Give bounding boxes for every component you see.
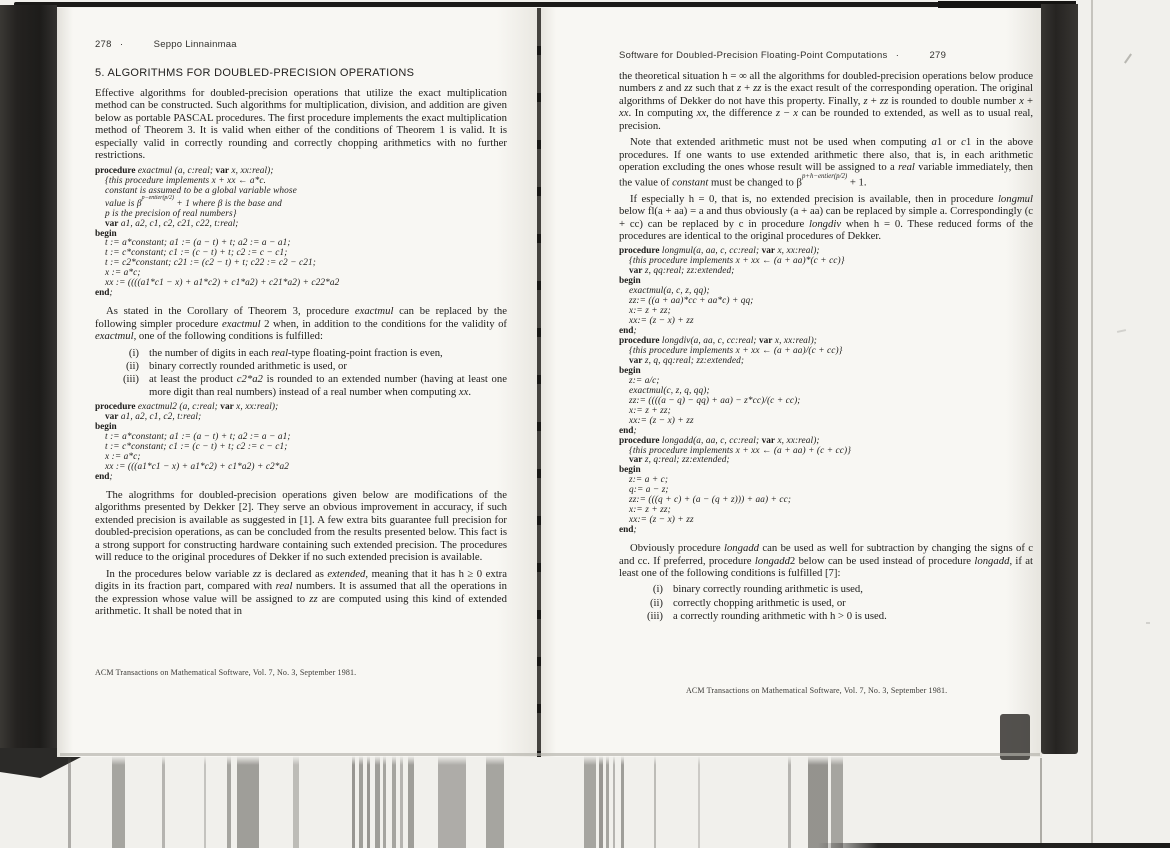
code-line: xx := (((a1*c1 − x) + a1*c2) + c1*a2) + c2*a2: [105, 462, 290, 473]
list-label: (iii): [646, 610, 663, 623]
page-edge-streak: [162, 756, 165, 848]
code-line: x:= z + zz;: [629, 405, 671, 416]
header-separator: ·: [119, 39, 124, 50]
page-edge-streak: [438, 756, 466, 848]
page-edge-streak: [808, 756, 828, 848]
code-block: [95, 403, 507, 483]
margin-scratch-mark: [1117, 329, 1126, 333]
code-line: end;: [95, 288, 113, 299]
code-line: end;: [619, 425, 637, 436]
list-text: binary correctly rounded arithmetic is used, or: [149, 360, 347, 373]
page-edge-streak: [68, 756, 71, 848]
right-page-number: 279: [929, 50, 947, 61]
code-line: end;: [619, 326, 637, 337]
paragraph: Note that extended arithmetic must not be used when computing a1 or c1 in the above procedures. If one wants to use extended arithmetic there also, that is, in each arithmetic operation excluding the ones whose result will be assigned to a real variable immediately, then the value of constant must be changed to $\beta^{p+h-entier(p/2)} + 1$.: [619, 136, 1034, 189]
code-block: [95, 167, 507, 299]
page-left: [57, 8, 539, 757]
code-line: t := a*constant; a1 := (a − t) + t; a2 := a − a1;: [105, 238, 291, 249]
code-line: var z, q, qq:real; zz:extended;: [629, 355, 745, 366]
code-line: procedure longdiv(a, aa, c, cc:real; var x, xx:real);: [619, 336, 818, 347]
condition-list: [619, 583, 1033, 622]
right-page-footer: ACM Transactions on Mathematical Software, Vol. 7, No. 3, September 1981.: [686, 686, 948, 695]
code-line: t := c*constant; c1 := (c − t) + t; c2 := c − c1;: [105, 442, 288, 453]
page-edge-streak: [654, 756, 656, 848]
page-edge-streak: [606, 756, 609, 848]
scanner-margin-line: [1091, 0, 1093, 848]
page-edge-streak: [584, 756, 596, 848]
list-text: binary correctly rounding arithmetic is used,: [673, 583, 863, 596]
right-page-content: [619, 70, 1033, 628]
code-line: t := c2*constant; c21 := (c2 − t) + t; c22 := c2 − c21;: [105, 258, 316, 269]
scan-top-edge-line: [14, 2, 1076, 7]
code-line: var a1, a2, c1, c2, c21, c22, t:real;: [105, 218, 239, 229]
code-line: exactmul(c, z, q, qq);: [629, 385, 710, 396]
list-item: [95, 360, 507, 372]
code-line: x:= z + zz;: [629, 306, 671, 317]
right-page-edge-strip: [1041, 4, 1078, 754]
paragraph: the theoretical situation h = ∞ all the algorithms for doubled-precision operations below produce numbers z and zz such that z + zz is the exact result of the corresponding operation. The original algorithms of Dekker do not have this property. Finally, z + zz is rounded to double number x + xx. In computing xx, the difference z − x can be rounded to extended, as well as to usual real, precision.: [619, 70, 1033, 132]
page-edge-streak: [400, 756, 403, 848]
code-line: zz:= (((q + c) + (a − (q + z))) + aa) + cc;: [629, 495, 792, 506]
code-line: begin: [95, 228, 117, 239]
list-label: (ii): [649, 596, 663, 609]
code-line: xx:= (z − x) + zz: [629, 316, 694, 327]
list-label: (i): [128, 346, 139, 359]
page-edge-streak: [293, 756, 299, 848]
list-item: [619, 610, 1033, 622]
code-line: {this procedure implements x + xx ← a*c.: [105, 175, 266, 186]
page-edge-streak: [112, 756, 125, 848]
paragraph: The alogrithms for doubled-precision operations given below are modifications of the algorithms presented by Dekker [2]. They serve an obvious improvement in accuracy, if such extended precision is available as suggested in [1]. A few extra bits guarantee full precision for doubled-precision operations, as can be concluded from the results presented below. This fact is a strong support for constructing hardware containing such extended precision. The procedures will reduce to the original procedures of Dekker if no such extended precision is available.: [95, 489, 507, 564]
code-line: p is the precision of real numbers}: [105, 208, 237, 219]
section-heading: 5. ALGORITHMS FOR DOUBLED-PRECISION OPERATIONS: [95, 67, 415, 79]
bottom-page-edge-streaks: [0, 756, 1170, 848]
right-running-head: Software for Doubled-Precision Floating-Point Computations: [619, 50, 888, 61]
page-edge-streak: [408, 756, 414, 848]
code-line: procedure exactmul2 (a, c:real; var x, xx:real);: [95, 402, 279, 413]
list-item: [95, 347, 507, 359]
code-line: {this procedure implements x + xx ← (a + aa)*(c + cc)}: [629, 256, 845, 267]
code-line: procedure exactmul (a, c:real; var x, xx:real);: [95, 165, 274, 176]
list-label: (ii): [125, 360, 139, 373]
code-line: begin: [95, 422, 117, 433]
code-line: begin: [619, 465, 641, 476]
code-block: [619, 247, 1033, 536]
list-text: correctly chopping arithmetic is used, or: [673, 596, 846, 609]
code-line: constant is assumed to be a global variable whose: [105, 185, 297, 196]
code-line: value is $\beta^{p-entier(p/2)} + 1$ where β is the base and: [105, 194, 282, 209]
paragraph: If especially h = 0, that is, no extended precision is available, then in procedure longmul below fl(a + aa) = a and thus obviously (a + aa) can be replaced by simple a. Correspondingly (c + cc) can be replaced by c in procedure longdiv when h = 0. These reduced forms of the procedures are identical to the original procedures of Dekker.: [619, 192, 1034, 242]
list-item: [95, 373, 507, 398]
page-edge-streak: [367, 756, 370, 848]
paragraph: As stated in the Corollary of Theorem 3, procedure exactmul can be replaced by the following simpler procedure exactmul 2 when, in addition to the conditions for the validity of exactmul, one of the following conditions is fulfilled:: [95, 305, 507, 343]
left-page-header: [95, 39, 237, 50]
page-edge-streak: [204, 756, 206, 848]
code-line: begin: [619, 276, 641, 287]
code-line: zz:= ((a + aa)*cc + aa*c) + qq;: [629, 296, 754, 307]
page-edge-streak: [788, 756, 791, 848]
code-line: var a1, a2, c1, c2, t:real;: [105, 412, 202, 423]
paragraph: Obviously procedure longadd can be used as well for subtraction by changing the signs of c and cc. If preferred, procedure longadd2 below can be used instead of procedure longadd, if at least one of the following conditions is fulfilled [7]:: [619, 542, 1033, 579]
code-line: xx:= (z − x) + zz: [629, 415, 694, 426]
right-page-edge-vline: [1040, 758, 1042, 848]
list-text: a correctly rounding arithmetic with h > 0 is used.: [673, 610, 887, 623]
code-line: procedure longadd(a, aa, c, cc:real; var x, xx:real);: [619, 435, 820, 446]
code-line: t := a*constant; a1 := (a − t) + t; a2 := a − a1;: [105, 432, 291, 443]
page-edge-streak: [392, 756, 396, 848]
list-label: (i): [652, 583, 663, 596]
left-running-head: Seppo Linnainmaa: [153, 39, 237, 50]
left-page-footer: ACM Transactions on Mathematical Software, Vol. 7, No. 3, September 1981.: [95, 668, 357, 677]
page-edge-streak: [621, 756, 624, 848]
page-edge-streak: [352, 756, 355, 848]
left-page-number: 278: [95, 39, 112, 50]
page-edge-streak: [383, 756, 386, 848]
left-page-content: [95, 67, 507, 622]
paragraph: Effective algorithms for doubled-precision operations that utilize the exact multiplication method can be constructed. Such algorithms for multiplication, division, and addition are given below as portable PASCAL procedures. The first procedure implements the exact multiplication method of Theorem 3. It is valid when either of the conditions of Theorem 1 is valid. It is especially valid in correctly rounding and correctly chopping arithmetics with no further restrictions.: [95, 87, 507, 162]
page-edge-streak: [227, 756, 231, 848]
code-line: end;: [95, 472, 113, 483]
page-right: [541, 8, 1042, 757]
code-line: x := a*c;: [105, 268, 141, 279]
code-line: zz:= ((((a − q) − qq) + aa) − z*cc)/(c + cc);: [629, 395, 801, 406]
code-line: var z, qq:real; zz:extended;: [629, 266, 735, 277]
left-binding-strip: [0, 5, 57, 751]
page-edge-streak: [613, 756, 615, 848]
page-edge-streak: [375, 756, 380, 848]
page-edge-streak: [698, 756, 700, 848]
condition-list: [95, 347, 507, 399]
code-line: begin: [619, 365, 641, 376]
list-text: the number of digits in each real-type floating-point fraction is even,: [149, 346, 443, 359]
code-line: procedure longmul(a, aa, c, cc:real; var x, xx:real);: [619, 246, 820, 257]
header-separator: ·: [895, 50, 900, 61]
bottom-right-edge-line: [818, 843, 1170, 848]
page-edge-streak: [237, 756, 259, 848]
list-text: at least the product c2*a2 is rounded to an extended number (having at least one more digit than real numbers) instead of a real number when computing xx.: [149, 373, 507, 398]
margin-scratch-mark: [1124, 53, 1132, 63]
page-edge-streak: [486, 756, 504, 848]
page-edge-streak: [599, 756, 603, 848]
code-line: z:= a + c;: [629, 475, 669, 486]
code-line: x:= z + zz;: [629, 505, 671, 516]
code-line: exactmul(a, c, z, qq);: [629, 286, 710, 297]
code-line: t := c*constant; c1 := (c − t) + t; c2 := c − c1;: [105, 248, 288, 259]
code-line: {this procedure implements x + xx ← (a + aa)/(c + cc)}: [629, 345, 843, 356]
right-page-header: [619, 50, 946, 61]
code-line: end;: [619, 525, 637, 536]
code-line: q:= a − z;: [629, 485, 669, 496]
code-line: {this procedure implements x + xx ← (a + aa) + (c + cc)}: [629, 445, 852, 456]
margin-scratch-mark: [1146, 622, 1150, 624]
code-line: var z, q:real; zz:extended;: [629, 455, 730, 466]
code-line: xx := ((((a1*c1 − x) + a1*c2) + c1*a2) + c21*a2) + c22*a2: [105, 278, 340, 289]
page-edge-streak: [359, 756, 363, 848]
paragraph: In the procedures below variable zz is declared as extended, meaning that it has h ≥ 0 extra digits in its fraction part, compared with real numbers. It is assumed that all the operations in the expression whose value will be assigned to zz are computed using this kind of extended arithmetic. It shall be noted that in: [95, 567, 507, 618]
list-label: (iii): [122, 373, 139, 386]
list-item: [619, 583, 1033, 595]
page-edge-streak: [831, 756, 843, 848]
code-line: z:= a/c;: [629, 375, 660, 386]
code-line: x := a*c;: [105, 452, 141, 463]
code-line: xx:= (z − x) + zz: [629, 515, 694, 526]
list-item: [619, 597, 1033, 609]
